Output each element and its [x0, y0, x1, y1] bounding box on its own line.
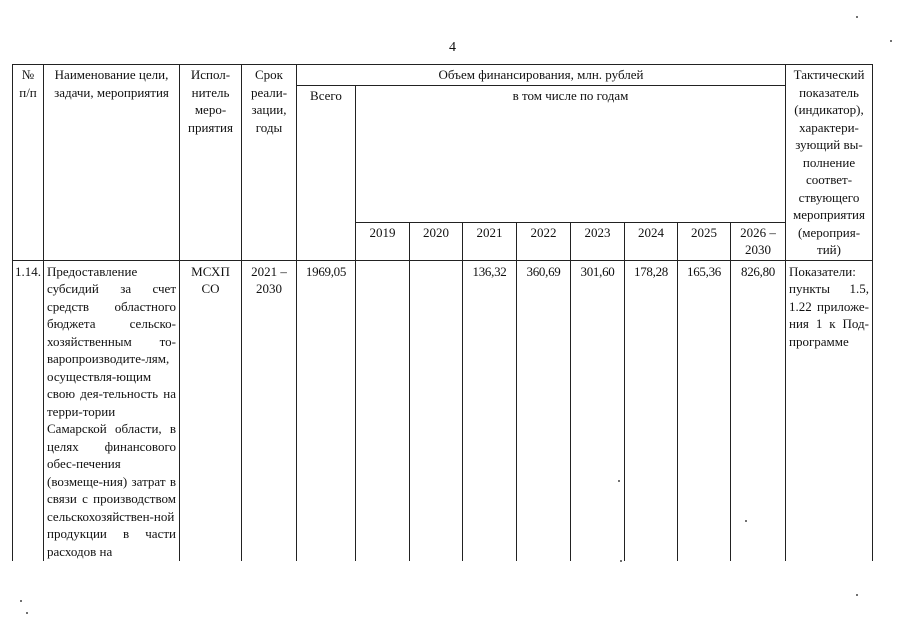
row-num: 1.14. — [13, 260, 44, 561]
row-value — [356, 260, 410, 561]
scan-speck — [20, 600, 22, 602]
scan-speck — [856, 594, 858, 596]
header-year: 2022 — [517, 222, 571, 260]
header-executor: Испол-нитель меро-приятия — [180, 65, 242, 261]
header-row-1 — [13, 65, 873, 86]
header-year: 2025 — [678, 222, 731, 260]
row-value: 136,32 — [463, 260, 517, 561]
scan-speck — [890, 40, 892, 42]
header-year: 2026 – 2030 — [731, 222, 786, 260]
row-indicator: Показатели: пункты 1.5, 1.22 приложе-ния 1 к Под-программе — [786, 260, 873, 561]
row-value: 178,28 — [625, 260, 678, 561]
header-num: № п/п — [13, 65, 44, 261]
financing-table — [12, 64, 873, 561]
header-name: Наименование цели, задачи, мероприятия — [44, 65, 180, 261]
header-indicator: Тактический показатель (индикатор), характери-зующий вы-полнение соответ-ствующего мероприятия (мероприя-тий) — [786, 65, 873, 261]
row-executor: МСХП СО — [180, 260, 242, 561]
row-total: 1969,05 — [297, 260, 356, 561]
header-year: 2020 — [410, 222, 463, 260]
header-term: Срок реали-зации, годы — [242, 65, 297, 261]
header-year: 2021 — [463, 222, 517, 260]
row-value: 360,69 — [517, 260, 571, 561]
table-row — [13, 260, 873, 561]
page-number: 4 — [449, 40, 456, 55]
header-year: 2019 — [356, 222, 410, 260]
row-name: Предоставление субсидий за счет средств областного бюджета сельско-хозяйственным то-варопроизводите-лям, осуществля-ющим свою дея-тельность на терри-тории Самарской области, в целях финансового обес-печения (возмеще-ния) затрат в связи с производством сельскохозяйствен-ной продукции в части расходов на — [44, 260, 180, 561]
row-term: 2021 – 2030 — [242, 260, 297, 561]
scan-speck — [745, 520, 747, 522]
row-value: 301,60 — [571, 260, 625, 561]
header-total: Всего — [297, 85, 356, 260]
header-year: 2023 — [571, 222, 625, 260]
scan-speck — [618, 480, 620, 482]
row-value: 165,36 — [678, 260, 731, 561]
scan-speck — [26, 612, 28, 614]
scan-speck — [620, 560, 622, 562]
header-by-years: в том числе по годам — [356, 85, 786, 222]
row-value: 826,80 — [731, 260, 786, 561]
header-year: 2024 — [625, 222, 678, 260]
header-financing: Объем финансирования, млн. рублей — [297, 65, 786, 86]
row-value — [410, 260, 463, 561]
scan-speck — [856, 16, 858, 18]
